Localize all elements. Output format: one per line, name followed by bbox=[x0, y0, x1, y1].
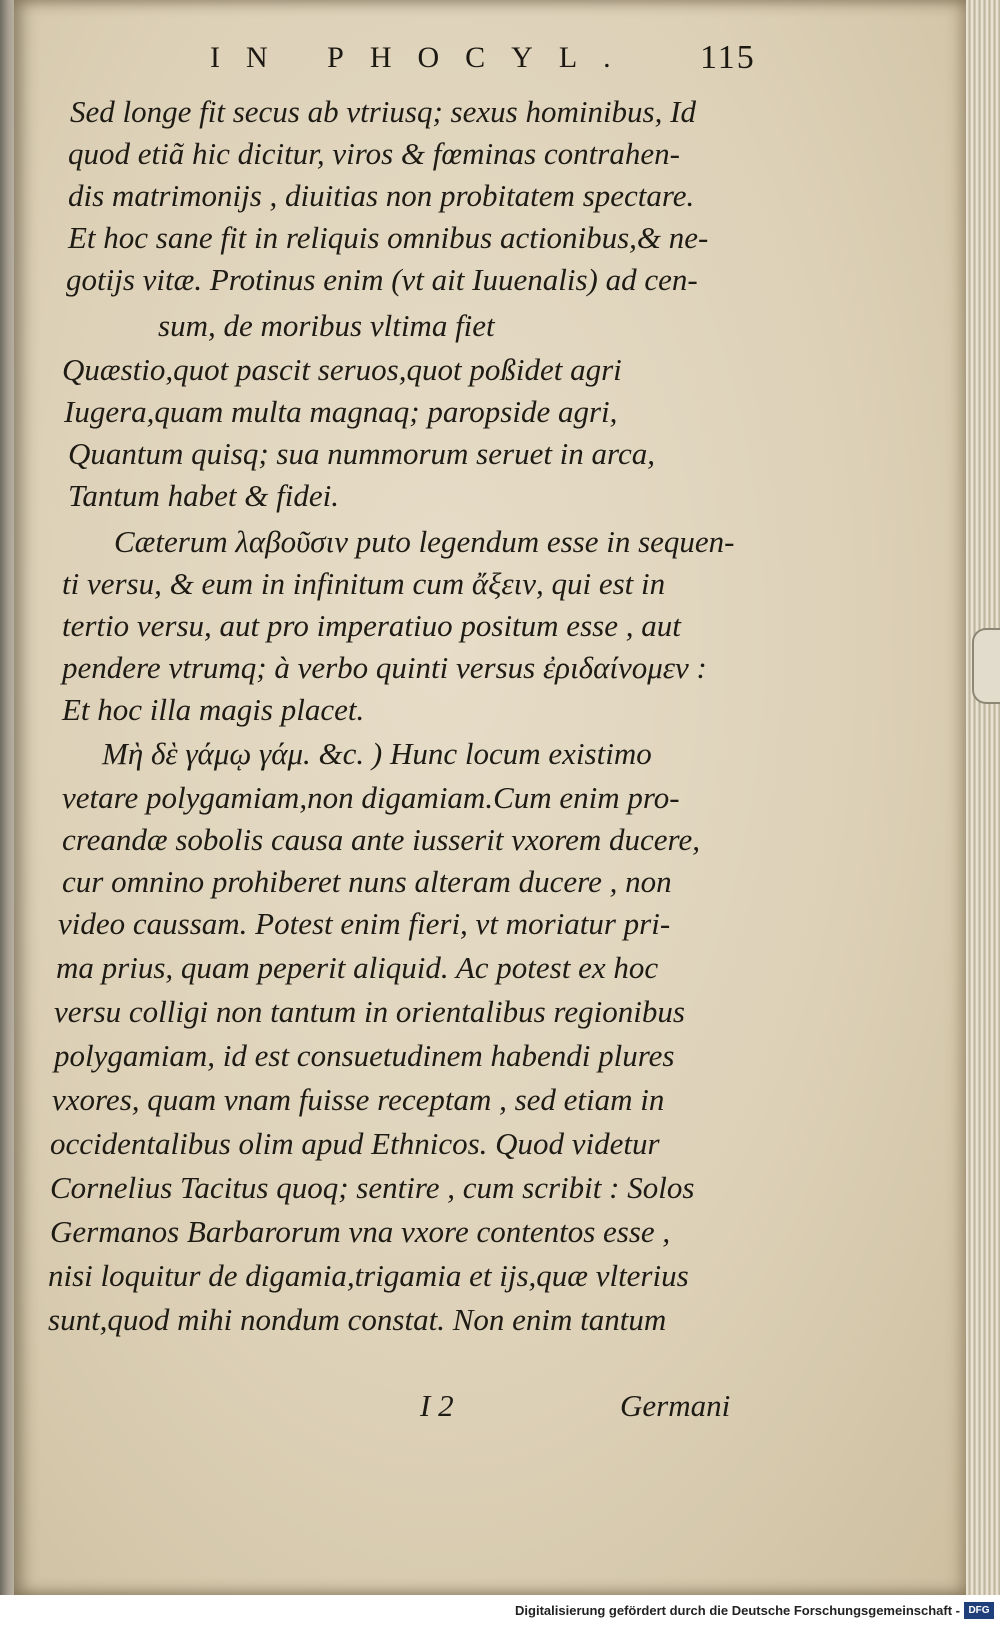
text-line: video caussam. Potest enim fieri, vt moriatur pri- bbox=[58, 906, 671, 941]
dfg-logo: DFG bbox=[964, 1602, 994, 1619]
text-line: dis matrimonijs , diuitias non probitatem spectare. bbox=[68, 178, 695, 213]
running-head bbox=[60, 38, 780, 88]
text-line: Quantum quisq; sua nummorum seruet in arca, bbox=[68, 436, 655, 471]
text-line: Et hoc illa magis placet. bbox=[62, 692, 365, 727]
credit-text: Digitalisierung gefördert durch die Deutsche Forschungsgemeinschaft - bbox=[515, 1603, 960, 1618]
text-line: vetare polygamiam,non digamiam.Cum enim pro- bbox=[62, 780, 680, 815]
page-tab-marker bbox=[972, 628, 1000, 704]
text-line: vxores, quam vnam fuisse receptam , sed etiam in bbox=[52, 1082, 665, 1117]
text-line: versu colligi non tantum in orientalibus regionibus bbox=[54, 994, 685, 1029]
text-line: cur omnino prohiberet nuns alteram ducere , non bbox=[62, 864, 672, 899]
credit-bar bbox=[0, 1595, 1000, 1627]
text-line: Μὴ δὲ γάμῳ γάμ. &c. ) Hunc locum existimo bbox=[102, 736, 652, 771]
signature-mark: I 2 bbox=[420, 1388, 454, 1423]
page-number: 115 bbox=[700, 39, 756, 76]
catchword: Germani bbox=[620, 1388, 731, 1423]
text-line: Germanos Barbarorum vna vxore contentos esse , bbox=[50, 1214, 671, 1249]
text-line: occidentalibus olim apud Ethnicos. Quod videtur bbox=[50, 1126, 660, 1161]
text-line: ma prius, quam peperit aliquid. Ac potest ex hoc bbox=[56, 950, 659, 985]
text-line: Tantum habet & fidei. bbox=[68, 478, 339, 513]
text-line: ti versu, & eum in infinitum cum ἄξειν, qui est in bbox=[62, 566, 666, 601]
text-line: pendere vtrumq; à verbo quinti versus ἐριδαίνομεν : bbox=[62, 650, 707, 685]
text-line: nisi loquitur de digamia,trigamia et ijs,quæ vlterius bbox=[48, 1258, 689, 1293]
text-line: gotijs vitæ. Protinus enim (vt ait Iuuenalis) ad cen- bbox=[66, 262, 698, 297]
text-line: Cæterum λαβοῦσιν puto legendum esse in sequen- bbox=[114, 524, 735, 559]
text-line: sunt,quod mihi nondum constat. Non enim tantum bbox=[48, 1302, 667, 1337]
page-edges bbox=[966, 0, 1000, 1595]
text-line: creandæ sobolis causa ante iusserit vxorem ducere, bbox=[62, 822, 700, 857]
text-line: tertio versu, aut pro imperatiuo positum esse , aut bbox=[62, 608, 681, 643]
running-title: IN PHOCYL. bbox=[210, 41, 637, 74]
text-line: Sed longe fit secus ab vtriusq; sexus hominibus, Id bbox=[70, 94, 696, 129]
text-line: Iugera,quam multa magnaq; paropside agri, bbox=[64, 394, 618, 429]
text-line: polygamiam, id est consuetudinem habendi plures bbox=[54, 1038, 675, 1073]
text-line: Cornelius Tacitus quoq; sentire , cum scribit : Solos bbox=[50, 1170, 695, 1205]
text-line: quod etiã hic dicitur, viros & fœminas contrahen- bbox=[68, 136, 680, 171]
text-line: Quæstio,quot pascit seruos,quot poßidet agri bbox=[62, 352, 622, 387]
text-line: sum, de moribus vltima fiet bbox=[158, 308, 495, 343]
text-line: Et hoc sane fit in reliquis omnibus actionibus,& ne- bbox=[68, 220, 709, 255]
